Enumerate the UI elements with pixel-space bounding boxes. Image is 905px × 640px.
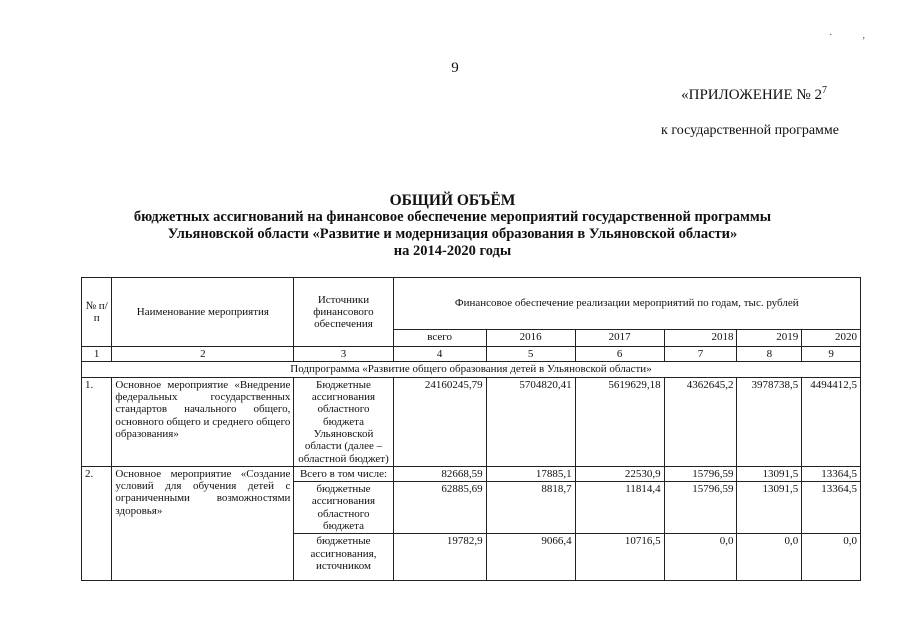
col-number: 5	[486, 347, 575, 362]
program-label: к государственной программе	[661, 123, 839, 138]
header-name: Наименование мероприятия	[112, 278, 294, 347]
appendix-text: «ПРИЛОЖЕНИЕ № 2	[681, 87, 822, 103]
row-source: бюджетные ассигнования областного бюджета	[294, 482, 393, 534]
value-2019: 3978738,5	[737, 377, 802, 466]
header-num: № п/п	[82, 278, 112, 347]
value-total: 24160245,79	[393, 377, 486, 466]
col-number: 9	[802, 347, 861, 362]
page-number: 9	[451, 60, 459, 76]
col-number: 7	[664, 347, 737, 362]
value-2019: 0,0	[737, 534, 802, 581]
col-number: 8	[737, 347, 802, 362]
value-2017: 10716,5	[575, 534, 664, 581]
table-row	[82, 377, 861, 466]
value-2018: 0,0	[664, 534, 737, 581]
col-number: 1	[82, 347, 112, 362]
col-number: 3	[294, 347, 393, 362]
value-2020: 0,0	[802, 534, 861, 581]
header-2020: 2020	[802, 330, 861, 347]
title-line-3: Ульяновской области «Развитие и модернизация образования в Ульяновской области»	[167, 226, 738, 242]
row-source	[294, 534, 393, 581]
value-2019: 13091,5	[737, 466, 802, 481]
budget-table	[81, 277, 861, 581]
row-name: Основное мероприятие «Создание условий для обучения детей с ограниченными возможностями здоровья»	[112, 466, 294, 581]
header-2019: 2019	[737, 330, 802, 347]
table-row	[82, 466, 861, 481]
header-source: Источники финансового обеспечения	[294, 278, 393, 347]
value-2019: 13091,5	[737, 482, 802, 534]
value-2018: 4362645,2	[664, 377, 737, 466]
header-2018: 2018	[664, 330, 737, 347]
row-name: Основное мероприятие «Внедрение федеральных государственных стандартов начального общего, основного общего и среднего общего образования»	[112, 377, 294, 466]
value-2020: 13364,5	[802, 482, 861, 534]
subprogram-title: Подпрограмма «Развитие общего образования детей в Ульяновской области»	[82, 362, 861, 377]
value-2017: 5619629,18	[575, 377, 664, 466]
value-2017: 22530,9	[575, 466, 664, 481]
value-2018: 15796,59	[664, 466, 737, 481]
header-total: всего	[393, 330, 486, 347]
value-total: 82668,59	[393, 466, 486, 481]
subprogram-row	[82, 362, 861, 377]
value-2016: 17885,1	[486, 466, 575, 481]
title-line-4: на 2014-2020 годы	[393, 243, 512, 259]
row-source: Бюджетные ассигнования областного бюджета Ульяновской области (далее – областной бюджет)	[294, 377, 393, 466]
appendix-label	[681, 85, 827, 104]
scan-specks: · ,	[829, 30, 865, 41]
header-2017: 2017	[575, 330, 664, 347]
row-num: 2.	[82, 466, 112, 581]
header-2016: 2016	[486, 330, 575, 347]
col-number: 6	[575, 347, 664, 362]
value-2016: 8818,7	[486, 482, 575, 534]
value-2020: 4494412,5	[802, 377, 861, 466]
value-total: 19782,9	[393, 534, 486, 581]
row-num: 1.	[82, 377, 112, 466]
value-2016: 5704820,41	[486, 377, 575, 466]
row-source: Всего в том числе:	[294, 466, 393, 481]
value-2016: 9066,4	[486, 534, 575, 581]
value-2017: 11814,4	[575, 482, 664, 534]
title-line-2: бюджетных ассигнований на финансовое обеспечение мероприятий государственной программы	[133, 209, 772, 225]
header-funding: Финансовое обеспечение реализации мероприятий по годам, тыс. рублей	[393, 278, 860, 330]
title-line-1: ОБЩИЙ ОБЪЁМ	[389, 192, 516, 209]
column-numbers-row	[82, 347, 861, 362]
value-2020: 13364,5	[802, 466, 861, 481]
value-2018: 15796,59	[664, 482, 737, 534]
row-source-text: бюджетные ассигнования, источником	[310, 535, 377, 572]
appendix-superscript: 7	[822, 85, 827, 96]
value-total: 62885,69	[393, 482, 486, 534]
header-row-1	[82, 278, 861, 330]
col-number: 2	[112, 347, 294, 362]
col-number: 4	[393, 347, 486, 362]
